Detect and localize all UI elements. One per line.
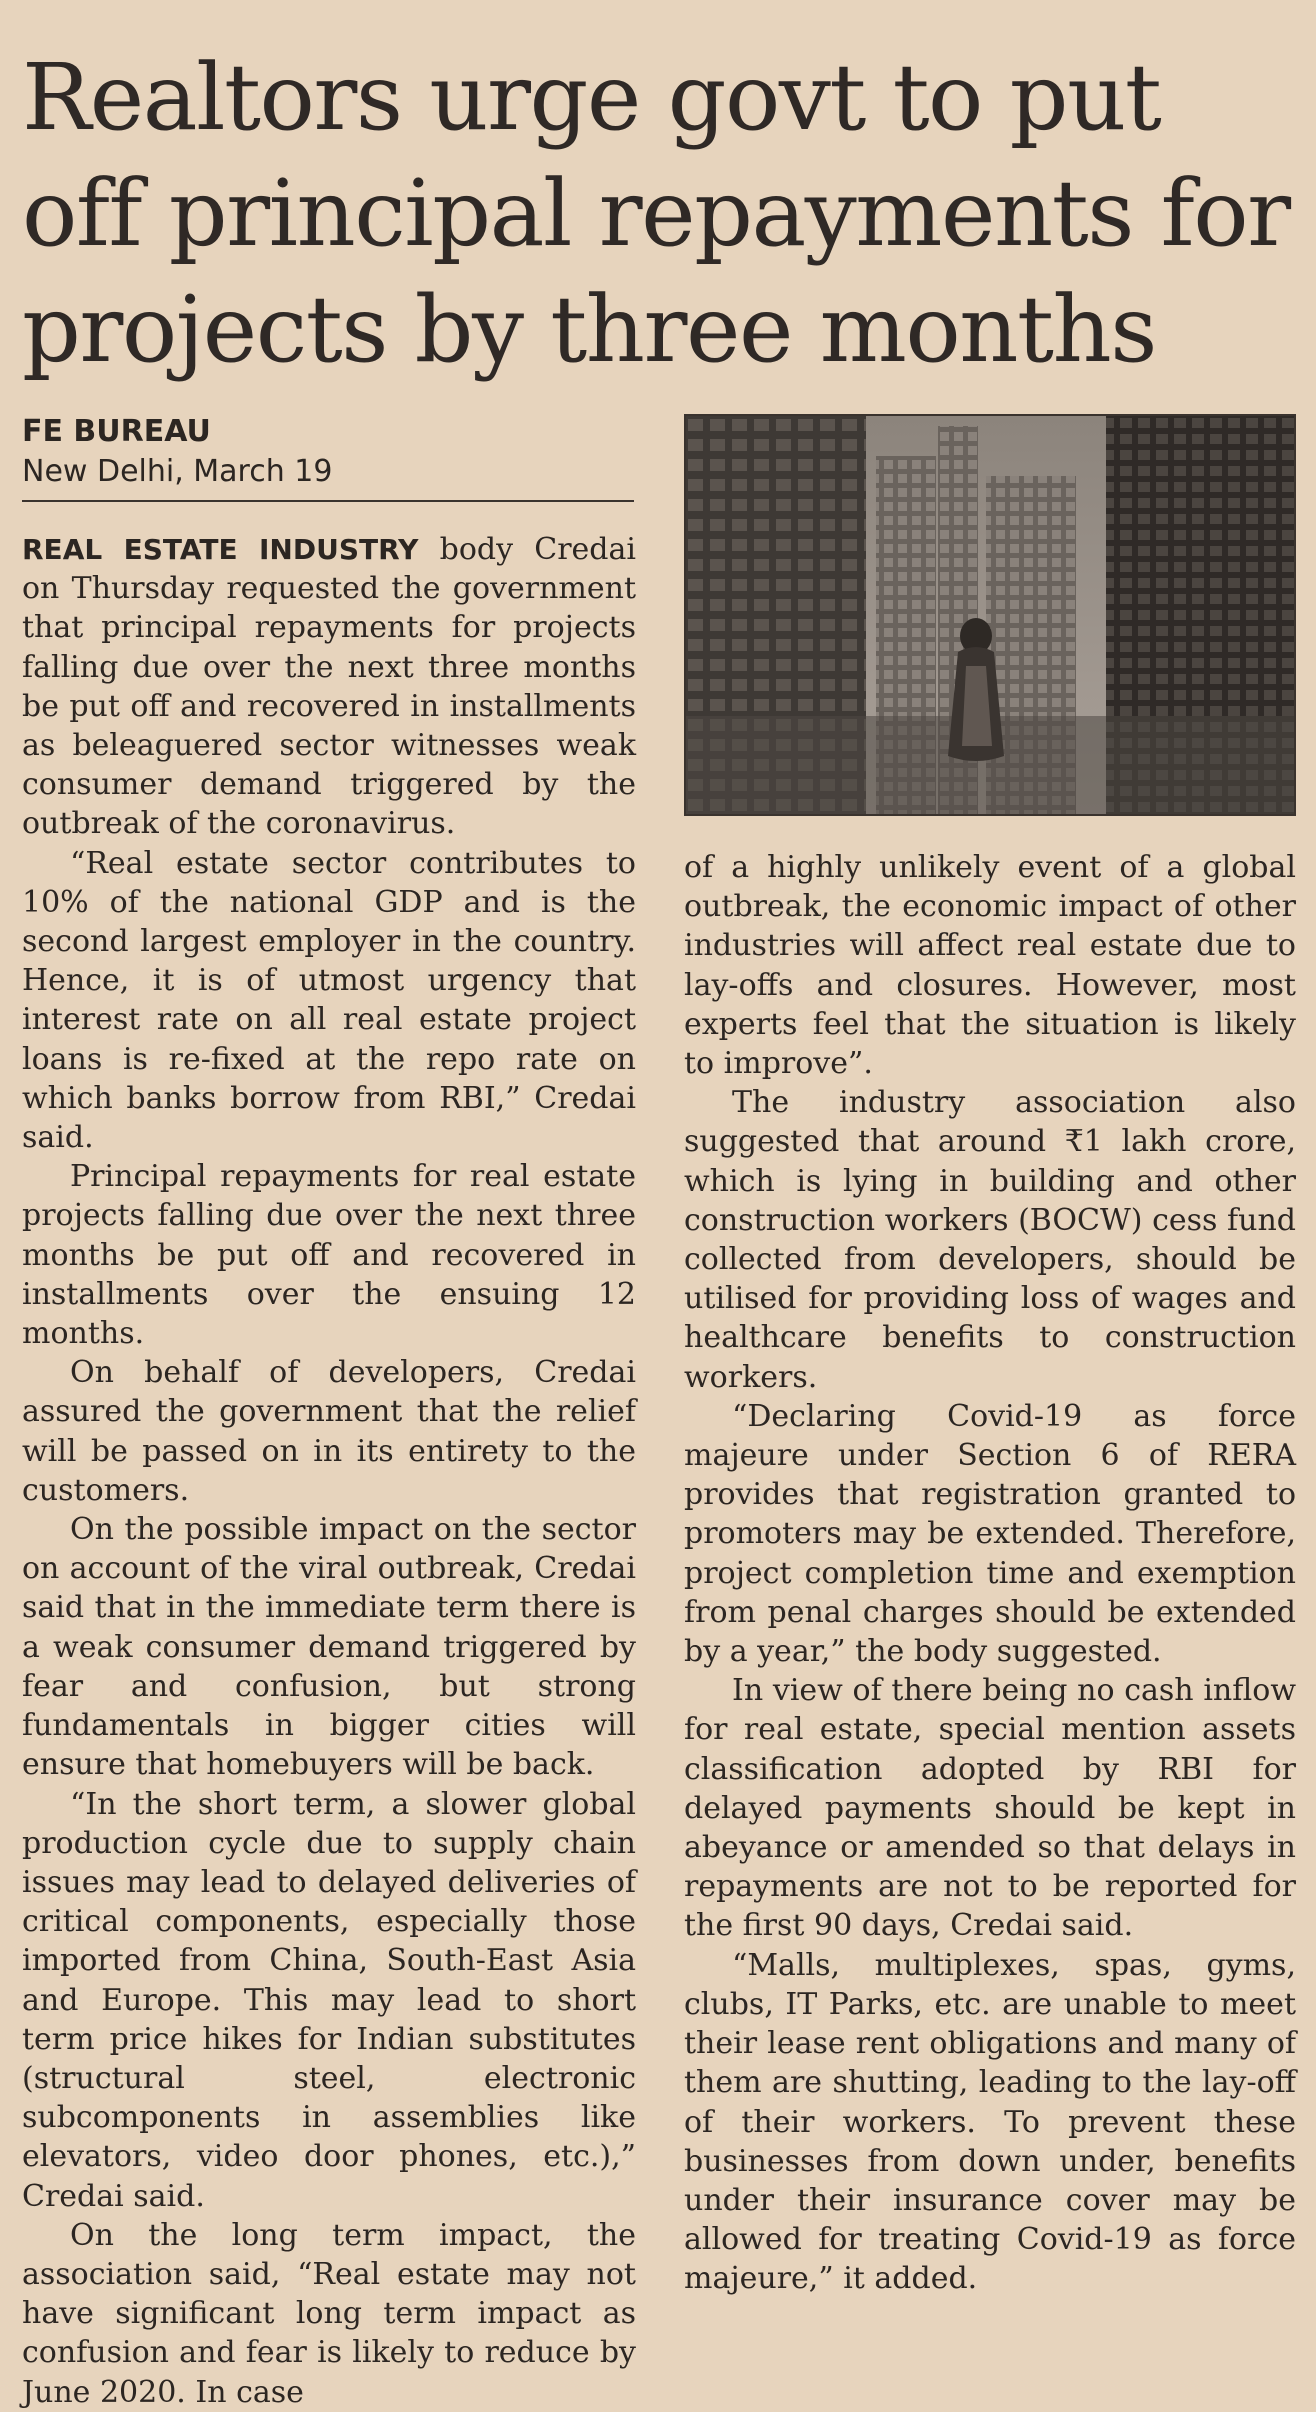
paragraph: Principal repayments for real estate projects falling due over the next three months be put off and recovered in installments over the ensuing 12 months. — [22, 1159, 636, 1352]
paragraph-lead — [22, 530, 636, 844]
paragraph: “In the short term, a slower global production cycle due to supply chain issues may lead to delayed deliveries of critical components, especially those imported from China, South-East Asia and Europe. This may lead to short term price hikes for Indian substitutes (structural steel, electronic subcomponents in assemblies like elevators, video door phones, etc.),” Credai said. — [22, 1786, 636, 2214]
byline: FE BUREAU — [22, 414, 211, 449]
paragraph: In view of there being no cash inflow for real estate, special mention assets classification adopted by RBI for delayed payments should be kept in abeyance or amended so that delays in repayments are not to be reported for the first 90 days, Credai said. — [684, 1673, 1296, 1944]
paragraph: On behalf of developers, Credai assured the government that the relief will be passed on in its entirety to the customers. — [22, 1355, 636, 1508]
byline-block — [22, 412, 634, 502]
paragraph-continued: of a highly unlikely event of a global outbreak, the economic impact of other industries will affect real estate due to lay-offs and closures. However, most experts feel that the situation is likely to improve”. — [684, 850, 1296, 1082]
lead-in: REAL ESTATE INDUSTRY — [22, 533, 419, 566]
construction-site-photo — [684, 414, 1296, 816]
paragraph: On the possible impact on the sector on account of the viral outbreak, Credai said that in the immediate term there is a weak consumer demand triggered by fear and confusion, but strong fundamentals in bigger cities will ensure that homebuyers will be back. — [22, 1512, 636, 1783]
paragraph: The industry association also suggested that around ₹1 lakh crore, which is lying in building and other construction workers (BOCW) cess fund collected from developers, should be utilised for providing loss of wages and healthcare benefits to construction workers. — [684, 1085, 1296, 1395]
article-column-1 — [22, 530, 636, 2412]
dateline: New Delhi, March 19 — [22, 454, 333, 489]
paragraph: “Real estate sector contributes to 10% of the national GDP and is the second largest employer in the country. Hence, it is of utmost urgency that interest rate on all real estate project loans is re-fixed at the repo rate on which banks borrow from RBI,” Credai said. — [22, 845, 636, 1156]
lead-text: body Credai on Thursday requested the government that principal repayments for projects falling due over the next three months be put off and recovered in installments as beleaguered sector witnesses weak consumer demand triggered by the outbreak of the coronavirus. — [22, 532, 636, 842]
headline: Realtors urge govt to put off principal repayments for projects by three months — [22, 44, 1290, 383]
paragraph: On the long term impact, the association said, “Real estate may not have significant long term impact as confusion and fear is likely to reduce by June 2020. In case — [22, 2217, 636, 2410]
paragraph: “Declaring Covid-19 as force majeure under Section 6 of RERA provides that registration granted to promoters may be extended. Therefore, project completion time and exemption from penal charges should be extended by a year,” the body suggested. — [684, 1398, 1296, 1670]
article-column-2 — [684, 848, 1296, 2299]
paragraph: “Malls, multiplexes, spas, gyms, clubs, IT Parks, etc. are unable to meet their lease rent obligations and many of them are shutting, leading to the lay-off of their workers. To prevent these businesses from down under, benefits under their insurance cover may be allowed for treating Covid-19 as force majeure,” it added. — [684, 1947, 1296, 2297]
